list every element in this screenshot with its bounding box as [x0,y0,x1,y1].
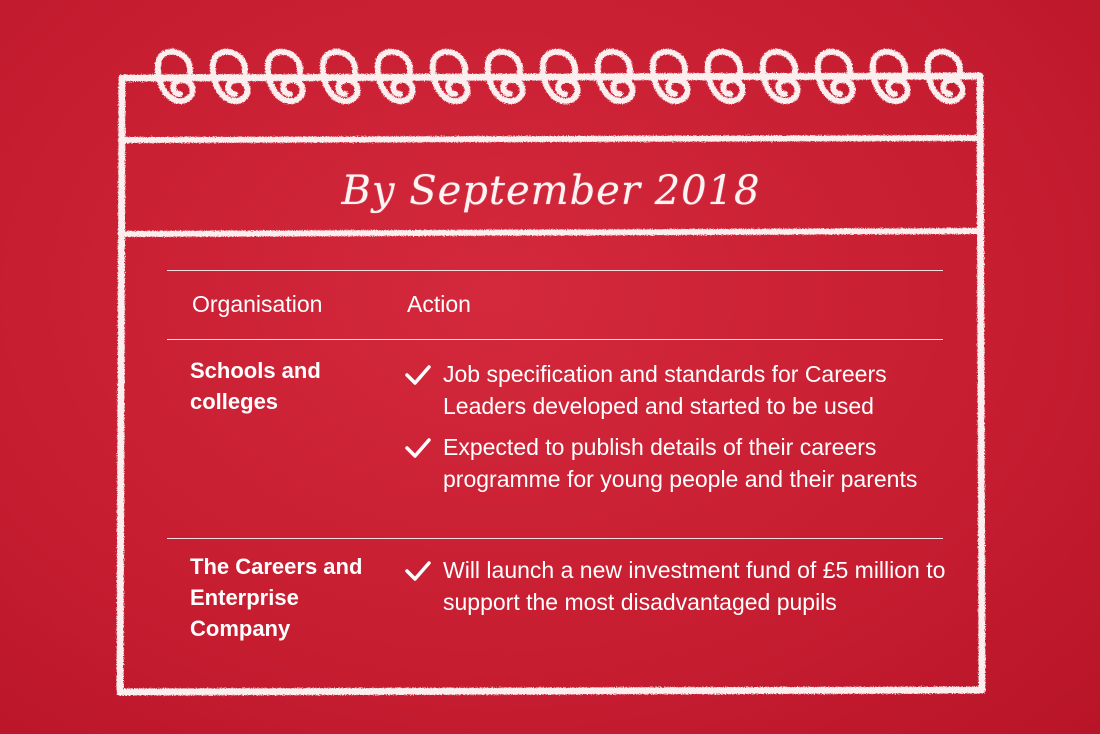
check-icon [404,363,432,387]
header-bottom-line [124,231,978,234]
action-item [404,555,949,618]
column-header-organisation: Organisation [192,291,323,317]
action-item [404,359,949,422]
table-header-rule [167,339,943,340]
column-header-action: Action [407,291,471,317]
organisation-cell: The Careers and Enterprise Company [190,554,363,641]
table-row-rule [167,538,943,539]
action-text: Expected to publish details of their careers programme for young people and their parents [443,434,918,492]
header-top-line [124,138,978,140]
page-title: By September 2018 [341,168,761,214]
action-text: Will launch a new investment fund of £5 million to support the most disadvantaged pupils [443,557,946,615]
action-item [404,432,949,495]
check-icon [404,559,432,583]
organisation-cell: Schools and colleges [190,358,321,414]
table-top-rule [167,270,943,271]
check-icon [404,436,432,460]
action-text: Job specification and standards for Careers Leaders developed and started to be used [443,361,887,419]
